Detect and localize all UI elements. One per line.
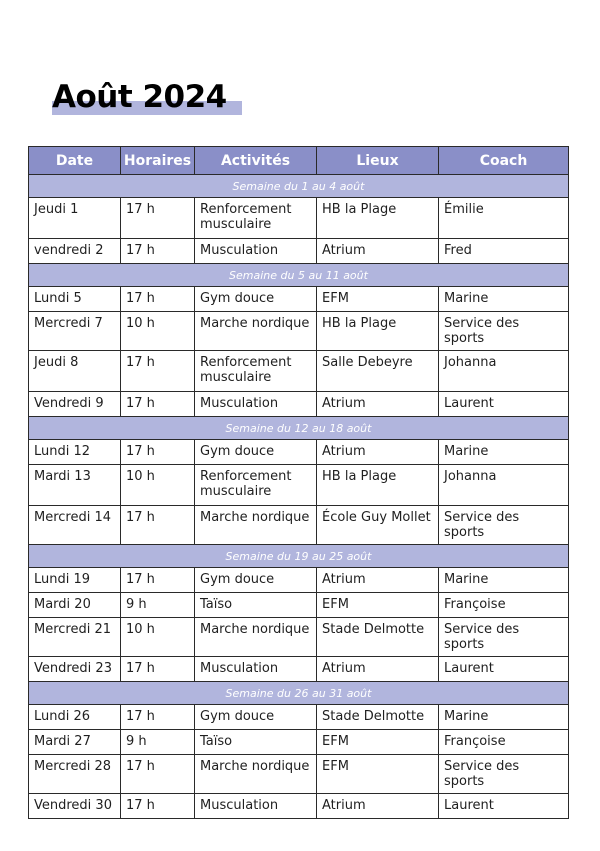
time-cell: 9 h <box>121 593 195 618</box>
time-cell: 10 h <box>121 618 195 657</box>
date-cell: Mardi 27 <box>29 730 121 755</box>
date-cell: Vendredi 30 <box>29 794 121 819</box>
table-row <box>29 440 569 465</box>
table-row <box>29 351 569 392</box>
activity-cell: Marche nordique <box>195 506 317 545</box>
table-row <box>29 794 569 819</box>
time-cell: 17 h <box>121 239 195 264</box>
coach-cell: Marine <box>439 287 569 312</box>
coach-cell: Johanna <box>439 465 569 506</box>
coach-cell: Service des sports <box>439 506 569 545</box>
place-cell: Atrium <box>317 568 439 593</box>
week-label: Semaine du 12 au 18 août <box>29 417 569 440</box>
coach-cell: Marine <box>439 568 569 593</box>
time-cell: 17 h <box>121 568 195 593</box>
table-row <box>29 312 569 351</box>
place-cell: Atrium <box>317 239 439 264</box>
column-header-place: Lieux <box>317 147 439 175</box>
activity-cell: Renforcement musculaire <box>195 465 317 506</box>
time-cell: 17 h <box>121 440 195 465</box>
date-cell: Vendredi 9 <box>29 392 121 417</box>
date-cell: Mardi 20 <box>29 593 121 618</box>
activity-cell: Gym douce <box>195 705 317 730</box>
place-cell: École Guy Mollet <box>317 506 439 545</box>
activity-cell: Gym douce <box>195 287 317 312</box>
page-title: Août 2024 <box>52 79 227 115</box>
activity-cell: Marche nordique <box>195 755 317 794</box>
activity-cell: Marche nordique <box>195 618 317 657</box>
coach-cell: Johanna <box>439 351 569 392</box>
week-row <box>29 264 569 287</box>
date-cell: vendredi 2 <box>29 239 121 264</box>
date-cell: Lundi 26 <box>29 705 121 730</box>
coach-cell: Laurent <box>439 392 569 417</box>
table-row <box>29 657 569 682</box>
table-row <box>29 618 569 657</box>
time-cell: 17 h <box>121 794 195 819</box>
place-cell: Atrium <box>317 794 439 819</box>
date-cell: Mercredi 7 <box>29 312 121 351</box>
place-cell: EFM <box>317 593 439 618</box>
week-label: Semaine du 26 au 31 août <box>29 682 569 705</box>
column-header-coach: Coach <box>439 147 569 175</box>
date-cell: Vendredi 23 <box>29 657 121 682</box>
week-row <box>29 682 569 705</box>
week-row <box>29 545 569 568</box>
table-row <box>29 198 569 239</box>
table-row <box>29 239 569 264</box>
place-cell: EFM <box>317 287 439 312</box>
place-cell: HB la Plage <box>317 312 439 351</box>
page-title-wrap <box>52 79 227 115</box>
time-cell: 17 h <box>121 392 195 417</box>
time-cell: 10 h <box>121 465 195 506</box>
coach-cell: Laurent <box>439 794 569 819</box>
activity-cell: Taïso <box>195 730 317 755</box>
date-cell: Mercredi 21 <box>29 618 121 657</box>
table-row <box>29 593 569 618</box>
table-row <box>29 392 569 417</box>
place-cell: Atrium <box>317 440 439 465</box>
coach-cell: Service des sports <box>439 618 569 657</box>
place-cell: EFM <box>317 730 439 755</box>
activity-cell: Marche nordique <box>195 312 317 351</box>
table-row <box>29 755 569 794</box>
date-cell: Mardi 13 <box>29 465 121 506</box>
coach-cell: Émilie <box>439 198 569 239</box>
coach-cell: Marine <box>439 705 569 730</box>
activity-cell: Taïso <box>195 593 317 618</box>
coach-cell: Laurent <box>439 657 569 682</box>
date-cell: Jeudi 8 <box>29 351 121 392</box>
activity-cell: Gym douce <box>195 568 317 593</box>
place-cell: HB la Plage <box>317 198 439 239</box>
date-cell: Mercredi 28 <box>29 755 121 794</box>
time-cell: 9 h <box>121 730 195 755</box>
place-cell: Stade Delmotte <box>317 705 439 730</box>
date-cell: Lundi 12 <box>29 440 121 465</box>
activity-cell: Renforcement musculaire <box>195 198 317 239</box>
schedule-body <box>29 175 569 819</box>
column-header-time: Horaires <box>121 147 195 175</box>
time-cell: 17 h <box>121 198 195 239</box>
activity-cell: Musculation <box>195 239 317 264</box>
time-cell: 17 h <box>121 287 195 312</box>
time-cell: 17 h <box>121 657 195 682</box>
activity-cell: Musculation <box>195 657 317 682</box>
coach-cell: Service des sports <box>439 755 569 794</box>
coach-cell: Françoise <box>439 593 569 618</box>
activity-cell: Musculation <box>195 392 317 417</box>
date-cell: Jeudi 1 <box>29 198 121 239</box>
week-label: Semaine du 1 au 4 août <box>29 175 569 198</box>
header-row <box>29 147 569 175</box>
coach-cell: Françoise <box>439 730 569 755</box>
week-label: Semaine du 19 au 25 août <box>29 545 569 568</box>
table-row <box>29 287 569 312</box>
place-cell: EFM <box>317 755 439 794</box>
table-row <box>29 705 569 730</box>
date-cell: Mercredi 14 <box>29 506 121 545</box>
week-row <box>29 417 569 440</box>
table-row <box>29 465 569 506</box>
place-cell: Stade Delmotte <box>317 618 439 657</box>
place-cell: Salle Debeyre <box>317 351 439 392</box>
activity-cell: Renforcement musculaire <box>195 351 317 392</box>
table-row <box>29 568 569 593</box>
table-row <box>29 730 569 755</box>
column-header-date: Date <box>29 147 121 175</box>
date-cell: Lundi 5 <box>29 287 121 312</box>
date-cell: Lundi 19 <box>29 568 121 593</box>
schedule-table <box>28 146 569 819</box>
coach-cell: Marine <box>439 440 569 465</box>
week-label: Semaine du 5 au 11 août <box>29 264 569 287</box>
place-cell: Atrium <box>317 392 439 417</box>
place-cell: HB la Plage <box>317 465 439 506</box>
time-cell: 17 h <box>121 755 195 794</box>
column-header-activity: Activités <box>195 147 317 175</box>
activity-cell: Musculation <box>195 794 317 819</box>
table-row <box>29 506 569 545</box>
activity-cell: Gym douce <box>195 440 317 465</box>
coach-cell: Fred <box>439 239 569 264</box>
week-row <box>29 175 569 198</box>
coach-cell: Service des sports <box>439 312 569 351</box>
time-cell: 17 h <box>121 351 195 392</box>
time-cell: 17 h <box>121 506 195 545</box>
time-cell: 10 h <box>121 312 195 351</box>
time-cell: 17 h <box>121 705 195 730</box>
place-cell: Atrium <box>317 657 439 682</box>
